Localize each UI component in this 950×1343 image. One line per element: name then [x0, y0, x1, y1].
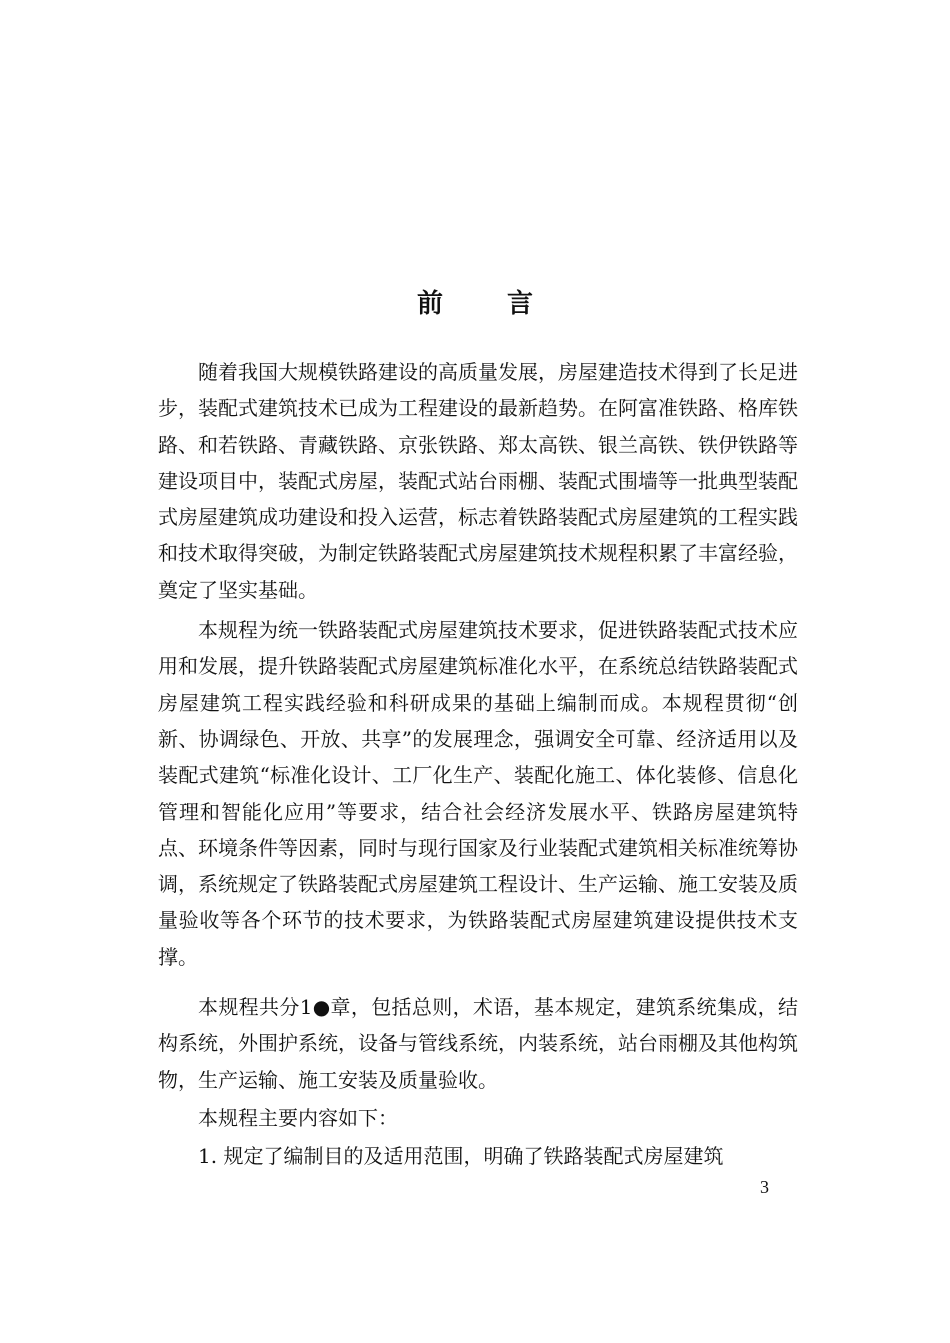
page-number: 3 — [760, 1177, 769, 1197]
paragraph-5: 1. 规定了编制目的及适用范围，明确了铁路装配式房屋建筑 — [198, 1144, 724, 1169]
page-title — [0, 286, 950, 322]
paragraph-1: 随着我国大规模铁路建设的高质量发展，房屋建造技术得到了长足进步，装配式建筑技术已成为工程建设的最新趋势。在阿富准铁路、格库铁路、和若铁路、青藏铁路、京张铁路、郑太高铁、银兰高铁、铁伊铁路等建设项目中，装配式房屋，装配式站台雨棚、装配式围墙等一批典型装配式房屋建筑成功建设和投入运营，标志着铁路装配式房屋建筑的工程实践和技术取得突破，为制定铁路装配式房屋建筑技术规程积累了丰富经验，奠定了坚实基础。 — [158, 360, 798, 602]
paragraph-4: 本规程主要内容如下： — [198, 1105, 398, 1130]
paragraph-2: 本规程为统一铁路装配式房屋建筑技术要求，促进铁路装配式技术应用和发展，提升铁路装配式房屋建筑标准化水平，在系统总结铁路装配式房屋建筑工程实践经验和科研成果的基础上编制而成。本规程贯彻“创新、协调绿色、开放、共享”的发展理念，强调安全可靠、经济适用以及装配式建筑“标准化设计、工厂化生产、装配化施工、体化装修、信息化管理和智能化应用”等要求，结合社会经济发展水平、铁路房屋建筑特点、环境条件等因素，同时与现行国家及行业装配式建筑相关标准统筹协调，系统规定了铁路装配式房屋建筑工程设计、生产运输、施工安装及质量验收等各个环节的技术要求，为铁路装配式房屋建筑建设提供技术支撑。 — [158, 618, 798, 969]
title-char-1: 前 — [416, 289, 443, 319]
paragraph-3: 本规程共分1●章，包括总则，术语，基本规定，建筑系统集成，结构系统，外围护系统，设备与管线系统，内装系统，站台雨棚及其他构筑物，生产运输、施工安装及质量验收。 — [158, 995, 798, 1092]
body-text — [158, 354, 798, 1175]
title-char-2: 言 — [507, 289, 534, 319]
